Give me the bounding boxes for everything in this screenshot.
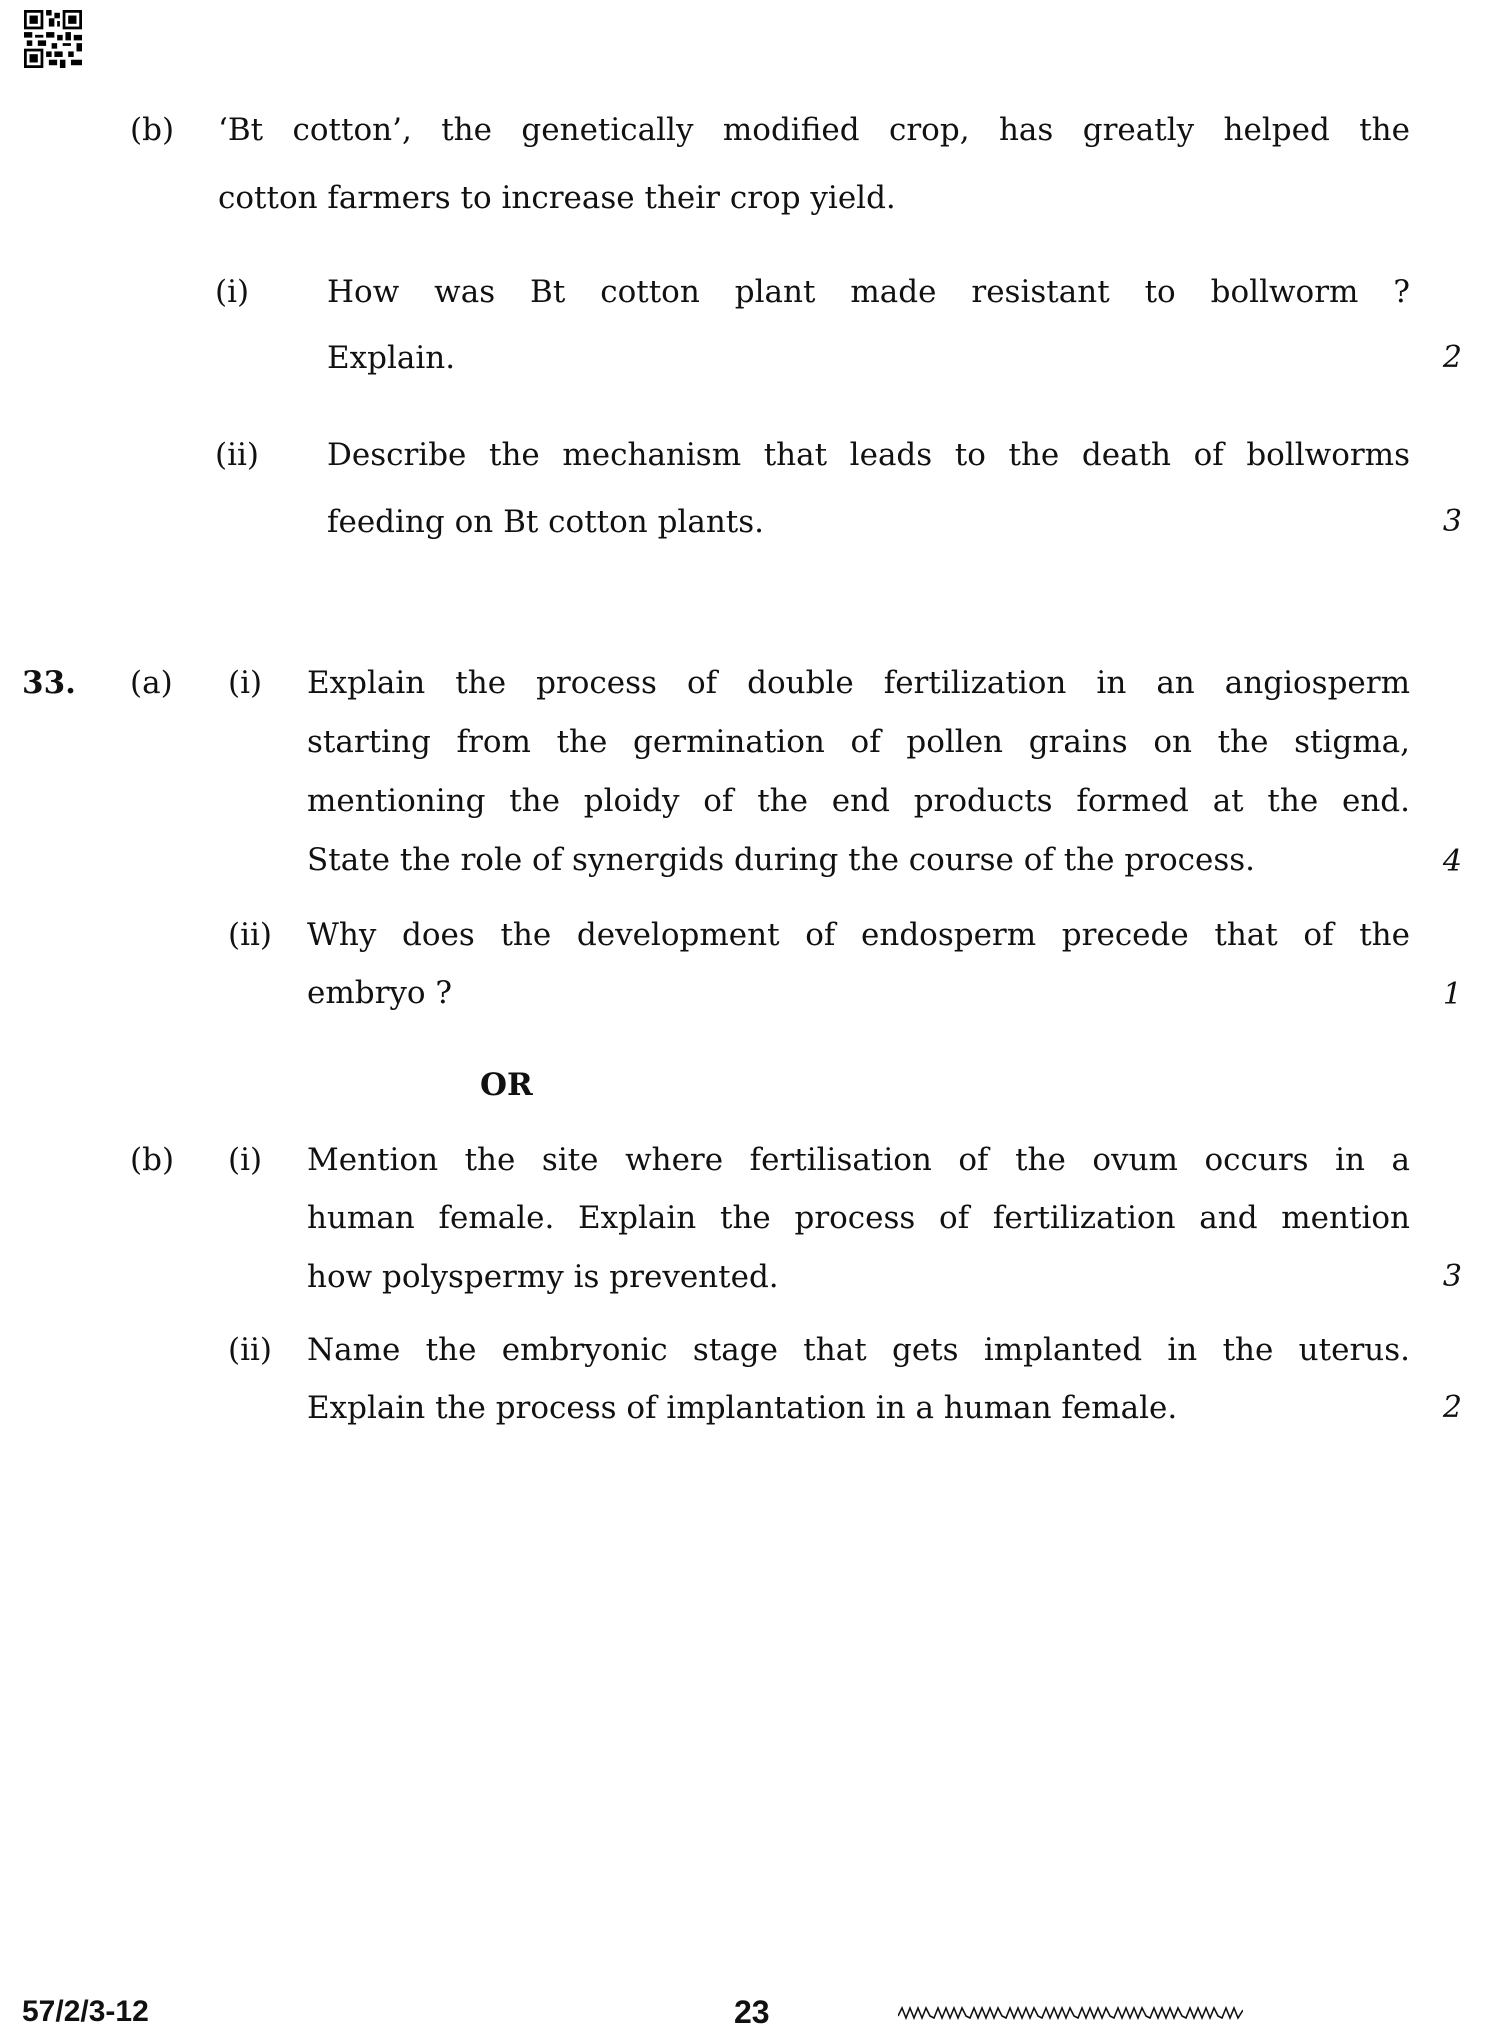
marks: 2 — [1442, 340, 1462, 375]
question-text-line: how polyspermy is prevented. — [307, 1259, 779, 1295]
question-text-line: human female. Explain the process of fertilization and mention — [307, 1200, 1410, 1236]
subpart-label: (ii) — [215, 437, 260, 473]
marks: 2 — [1442, 1390, 1462, 1425]
wavy-line-decoration-icon — [898, 2004, 1243, 2022]
page-number: 23 — [734, 1994, 770, 2030]
subpart-label: (i) — [215, 274, 250, 310]
part-label: (b) — [130, 1142, 175, 1178]
question-text-line: feeding on Bt cotton plants. — [327, 504, 765, 540]
part-label: (b) — [130, 112, 175, 148]
question-number: 33. — [22, 665, 76, 701]
question-text-line: mentioning the ploidy of the end products formed at the end. — [307, 783, 1410, 819]
subpart-label: (ii) — [228, 917, 273, 953]
subpart-label: (i) — [228, 1142, 263, 1178]
marks: 3 — [1442, 1259, 1462, 1294]
part-label: (a) — [130, 665, 173, 701]
question-text-line: Name the embryonic stage that gets implanted in the uterus. — [307, 1332, 1410, 1368]
question-text-line: Explain. — [327, 340, 456, 376]
marks: 1 — [1442, 977, 1462, 1012]
subpart-label: (i) — [228, 665, 263, 701]
question-text-line: cotton farmers to increase their crop yield. — [218, 180, 896, 216]
marks: 4 — [1442, 844, 1462, 879]
question-text-line: Describe the mechanism that leads to the death of bollworms — [327, 437, 1410, 473]
qr-code-icon — [24, 10, 82, 68]
question-text-line: embryo ? — [307, 975, 453, 1011]
question-text-line: Mention the site where fertilisation of the ovum occurs in a — [307, 1142, 1410, 1178]
question-text-line: How was Bt cotton plant made resistant to bollworm ? — [327, 274, 1410, 310]
question-text-line: starting from the germination of pollen grains on the stigma, — [307, 724, 1410, 760]
subpart-label: (ii) — [228, 1332, 273, 1368]
question-text-line: State the role of synergids during the course of the process. — [307, 842, 1256, 878]
question-text-line: Explain the process of double fertilization in an angiosperm — [307, 665, 1410, 701]
or-separator: OR — [480, 1067, 533, 1103]
paper-code: 57/2/3-12 — [22, 1995, 149, 2028]
question-text-line: Explain the process of implantation in a human female. — [307, 1390, 1178, 1426]
question-text-line: Why does the development of endosperm precede that of the — [307, 917, 1410, 953]
question-text-line: ‘Bt cotton’, the genetically modified crop, has greatly helped the — [218, 112, 1410, 148]
marks: 3 — [1442, 504, 1462, 539]
